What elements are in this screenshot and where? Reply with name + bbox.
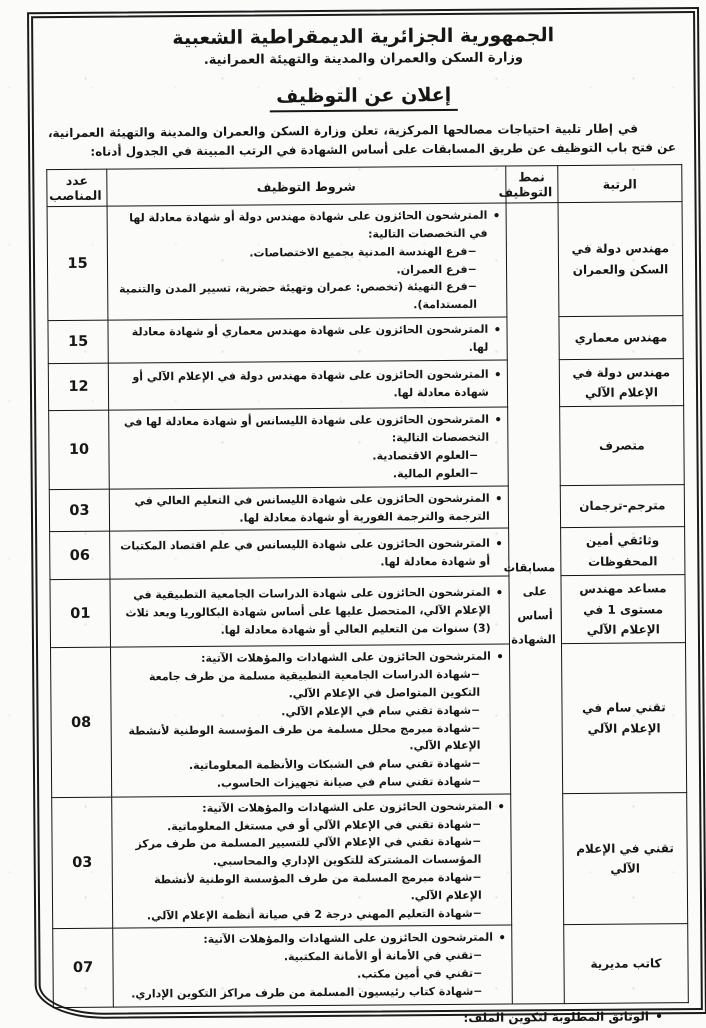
condition-item: − تقني في أمين مكتب.	[119, 965, 507, 986]
condition-item: − شهادة تقني سام في صيانة تجهيزات الحاسوب.	[117, 773, 505, 794]
count-cell: 10	[49, 411, 110, 490]
header-count: عدد المناصب	[47, 169, 107, 206]
condition-lead: • المترشحون الحائزون على الشهادات والمؤهلات الآتية:	[117, 797, 505, 818]
condition-lead: • المترشحون الحائزون على شهادة مهندس دولة أو شهادة معادلة لها في التخصصات التالية:	[113, 207, 501, 246]
recruitment-table	[46, 164, 689, 1008]
condition-item: − العلوم الاقتصادية.	[115, 447, 503, 468]
table-row	[49, 484, 684, 532]
condition-lead: • المترشحون الحائزون على الشهادات والمؤهلات الآتية:	[118, 929, 506, 950]
condition-item: − فرع الهندسة المدنية بجميع الاختصاصات.	[113, 242, 501, 263]
rank-cell: مهندس دولة في السكن والعمران	[558, 202, 683, 317]
condition-item: − شهادة التعليم المهني درجة 2 في صيانة أنظمة الإعلام الآلي.	[118, 904, 506, 925]
rank-cell: مهندس معماري	[559, 316, 684, 360]
conditions-cell	[107, 203, 507, 320]
table-header-row	[47, 165, 682, 207]
rank-cell: وثائقي أمين المحفوظات	[560, 527, 685, 576]
condition-item: − شهادة تقني في الإعلام الآلي للتسيير المسلمة من طرف مركز المؤسسات المشتركة للتكوين الإداري والمحاسبي.	[118, 833, 506, 872]
announcement-title: إعلان عن التوظيف	[270, 84, 457, 112]
table-row	[47, 202, 683, 321]
count-cell: 06	[50, 531, 110, 579]
count-cell: 07	[53, 929, 114, 1008]
condition-item: − تقني في الأمانة أو الأمانة المكتبية.	[118, 947, 506, 968]
conditions-cell	[108, 317, 507, 363]
count-cell: 15	[47, 206, 108, 320]
condition-item: − فرع العمران.	[113, 260, 501, 281]
count-cell: 03	[49, 489, 109, 532]
conditions-cell	[108, 360, 507, 411]
rank-cell: كاتب مديرية	[564, 924, 689, 1003]
condition-lead: • المترشحون الحائزون على شهادة الليسانس أو شهادة معادلة لها في التخصصات التالية:	[114, 411, 502, 450]
table-row	[50, 527, 685, 580]
condition-item: − شهادة تقني سام في الشبكات والأنظمة المعلوماتية.	[117, 755, 505, 776]
count-cell: 12	[48, 363, 108, 411]
count-cell: 15	[48, 320, 108, 363]
condition-item: − شهادة مبرمج المسلمة من طرف المؤسسة الوطنية لأنشطة الإعلام الآلي.	[118, 869, 506, 908]
condition-lead: • المترشحون الحائزون على شهادة مهندس دولة في الإعلام الآلي أو شهادة معادلة لها.	[114, 366, 502, 405]
condition-item: − شهادة الدراسات الجامعية التطبيقية مسلمة من طرف جامعة التكوين المتواصل في الإعلام الآلي.	[116, 666, 504, 705]
header-mode: نمط التوظيف	[505, 166, 557, 203]
rank-cell: تقني في الإعلام الآلي	[562, 792, 687, 925]
table-row	[48, 358, 683, 411]
country-title: الجمهورية الجزائرية الديمقراطية الشعبية	[172, 24, 555, 50]
condition-item: − شهادة تقني سام في الإعلام الآلي.	[117, 701, 505, 722]
condition-lead: • المترشحون الحائزون على شهادة الليسانس في علم اقتصاد المكتبات أو شهادة معادلة لها.	[115, 534, 503, 573]
table-row	[48, 316, 683, 364]
condition-lead: • المترشحون الحائزون على الشهادات والمؤهلات الآتية:	[116, 648, 504, 669]
rank-cell: مترجم-ترجمان	[560, 484, 685, 528]
condition-item: − شهادة مبرمج محلل مسلمة من طرف المؤسسة الوطنية لأنشطة الإعلام الآلي.	[117, 719, 505, 758]
condition-item: − فرع التهيئة (تخصص: عمران وتهيئة حضرية، تسيير المدن والتنمية المستدامة).	[113, 278, 501, 317]
count-cell: 08	[51, 647, 112, 797]
mode-cell: مسابقات على أساس الشهادة	[506, 203, 564, 1004]
intro-paragraph: في إطار تلبية احتياجات مصالحها المركزية، تعلن وزارة السكن والعمران والمدينة والتهيئة العمرانية، عن فتح باب التوظيف عن طريق المسابقات على أساس الشهادة في الرتب المبينة في الجدول أدناه:	[47, 121, 677, 159]
rank-cell: مساعد مهندس مستوى 1 في الإعلام الآلي	[561, 575, 686, 644]
rank-cell: تقني سام في الإعلام الآلي	[561, 643, 686, 793]
table-row	[50, 575, 686, 648]
condition-item: − شهادة تقني في الإعلام الآلي أو في مستغل المعلوماتية.	[117, 815, 505, 836]
conditions-cell	[110, 576, 509, 647]
conditions-cell	[109, 486, 508, 532]
header-conditions: شروط التوظيف	[107, 166, 506, 206]
count-cell: 01	[50, 579, 111, 648]
footer-note: • الوثائق المطلوبة لتكوين الملف:	[53, 1009, 663, 1028]
table-row	[49, 406, 685, 489]
conditions-cell	[113, 925, 512, 1006]
conditions-cell	[110, 528, 509, 579]
document-header	[45, 23, 681, 69]
conditions-cell	[111, 644, 511, 797]
page-frame	[27, 7, 706, 1025]
condition-item: − العلوم المالية.	[115, 464, 503, 485]
table-row	[53, 924, 689, 1007]
ministry-subtitle: وزارة السكن والعمران والمدينة والتهيئة العمرانية.	[203, 50, 524, 68]
table-row	[52, 792, 688, 929]
header-rank: الرتبة	[558, 165, 682, 203]
count-cell: 03	[52, 797, 113, 929]
condition-item: − شهادة كتاب رئيسيون المسلمة من طرف مراكز التكوين الإداري.	[119, 982, 507, 1003]
conditions-cell	[109, 407, 508, 488]
conditions-cell	[112, 794, 512, 929]
condition-lead: • المترشحون الحائزون على شهادة الدراسات الجامعية التطبيقية في الإعلام الآلي، المتحصل عليها على أساس شهادة البكالوريا وبعد ثلاث (3) سنوات من التعليم العالي أو شهادة معادلة لها.	[116, 584, 504, 640]
condition-lead: • المترشحون الحائزون على شهادة مهندس معماري أو شهادة معادلة لها.	[114, 321, 502, 360]
rank-cell: مهندس دولة في الإعلام الآلي	[559, 358, 684, 407]
table-row	[51, 643, 687, 797]
condition-lead: • المترشحون الحائزون على شهادة الليسانس في التعليم العالي في الترجمة والترجمة الفورية أو شهادة معادلة لها.	[115, 489, 503, 528]
rank-cell: متصرف	[559, 406, 684, 485]
